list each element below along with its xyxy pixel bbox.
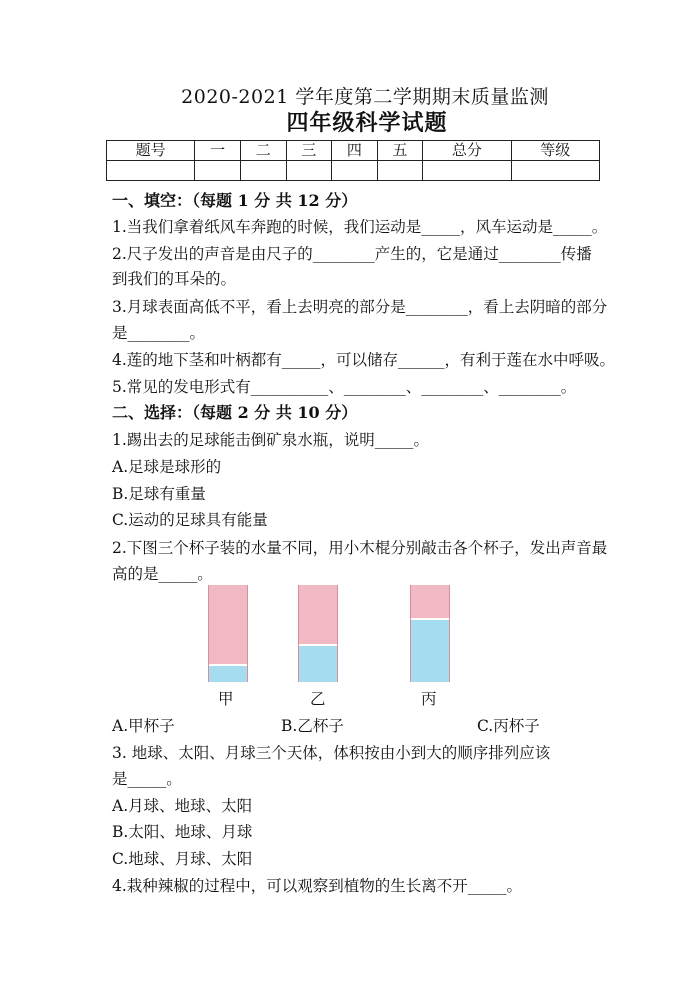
water-level xyxy=(209,664,247,682)
section-1-heading: 一、填空：（每题 1 分 共 12 分） xyxy=(112,191,358,210)
fill-question-1: 1.当我们拿着纸风车奔跑的时候，我们运动是_____，风车运动是_____。 xyxy=(112,218,608,236)
water-level xyxy=(299,644,337,682)
planet-option-c: C.地球、月球、太阳 xyxy=(112,850,253,868)
fill-question-5: 5.常见的发电形式有__________、________、________、________。 xyxy=(112,378,577,396)
fill-question-2-line-2: 到我们的耳朵的。 xyxy=(112,270,237,288)
exam-title: 四年级科学试题 xyxy=(286,110,448,136)
table-cell xyxy=(107,161,195,181)
glass-cup-yi xyxy=(298,585,338,682)
table-header-cell: 二 xyxy=(240,141,286,161)
table-cell xyxy=(377,161,423,181)
glass-cup-jia xyxy=(208,585,248,682)
score-table-blank-row xyxy=(107,161,600,181)
choice-question-2-line-2: 高的是_____。 xyxy=(112,565,213,583)
choice-question-1: 1.踢出去的足球能击倒矿泉水瓶，说明_____。 xyxy=(112,431,430,449)
cup-label-jia: 甲 xyxy=(218,690,234,708)
table-cell xyxy=(240,161,286,181)
table-header-cell: 总分 xyxy=(423,141,511,161)
table-cell xyxy=(332,161,378,181)
cup-label-bing: 丙 xyxy=(421,690,437,708)
table-cell xyxy=(511,161,599,181)
table-header-cell: 等级 xyxy=(511,141,599,161)
table-header-cell: 一 xyxy=(195,141,241,161)
table-cell xyxy=(195,161,241,181)
cup-option-a: A.甲杯子 xyxy=(112,717,175,735)
table-cell xyxy=(286,161,332,181)
choice-question-3-line-2: 是_____。 xyxy=(112,770,182,788)
exam-subtitle: 2020-2021 学年度第二学期期末质量监测 xyxy=(181,86,549,108)
planet-option-b: B.太阳、地球、月球 xyxy=(112,823,253,841)
choice-option-c: C.运动的足球具有能量 xyxy=(112,511,268,529)
fill-question-2-line-1: 2.尺子发出的声音是由尺子的________产生的，它是通过________传播 xyxy=(112,245,592,263)
choice-option-b: B.足球有重量 xyxy=(112,485,206,503)
cup-option-b: B.乙杯子 xyxy=(281,717,344,735)
choice-question-2-line-1: 2.下图三个杯子装的水量不同，用小木棍分别敲击各个杯子，发出声音最 xyxy=(112,539,608,557)
section-2-heading: 二、选择：（每题 2 分 共 10 分） xyxy=(112,403,358,422)
choice-option-a: A.足球是球形的 xyxy=(112,458,222,476)
fill-question-4: 4.莲的地下茎和叶柄都有_____，可以储存______，有利于莲在水中呼吸。 xyxy=(112,351,616,369)
table-header-cell: 题号 xyxy=(107,141,195,161)
table-header-cell: 五 xyxy=(377,141,423,161)
fill-question-3-line-2: 是________。 xyxy=(112,324,206,342)
fill-question-3-line-1: 3.月球表面高低不平，看上去明亮的部分是________，看上去阴暗的部分 xyxy=(112,298,608,316)
choice-question-3-line-1: 3. 地球、太阳、月球三个天体，体积按由小到大的顺序排列应该 xyxy=(112,744,551,762)
table-header-cell: 四 xyxy=(332,141,378,161)
table-header-cell: 三 xyxy=(286,141,332,161)
glass-cup-bing xyxy=(410,585,450,682)
score-table xyxy=(106,140,600,181)
cup-label-yi: 乙 xyxy=(310,690,326,708)
planet-option-a: A.月球、地球、太阳 xyxy=(112,797,253,815)
score-table-header-row xyxy=(107,141,600,161)
choice-question-4: 4.栽种辣椒的过程中，可以观察到植物的生长离不开_____。 xyxy=(112,877,523,895)
water-level xyxy=(411,618,449,682)
table-cell xyxy=(423,161,511,181)
cup-option-c: C.丙杯子 xyxy=(477,717,540,735)
